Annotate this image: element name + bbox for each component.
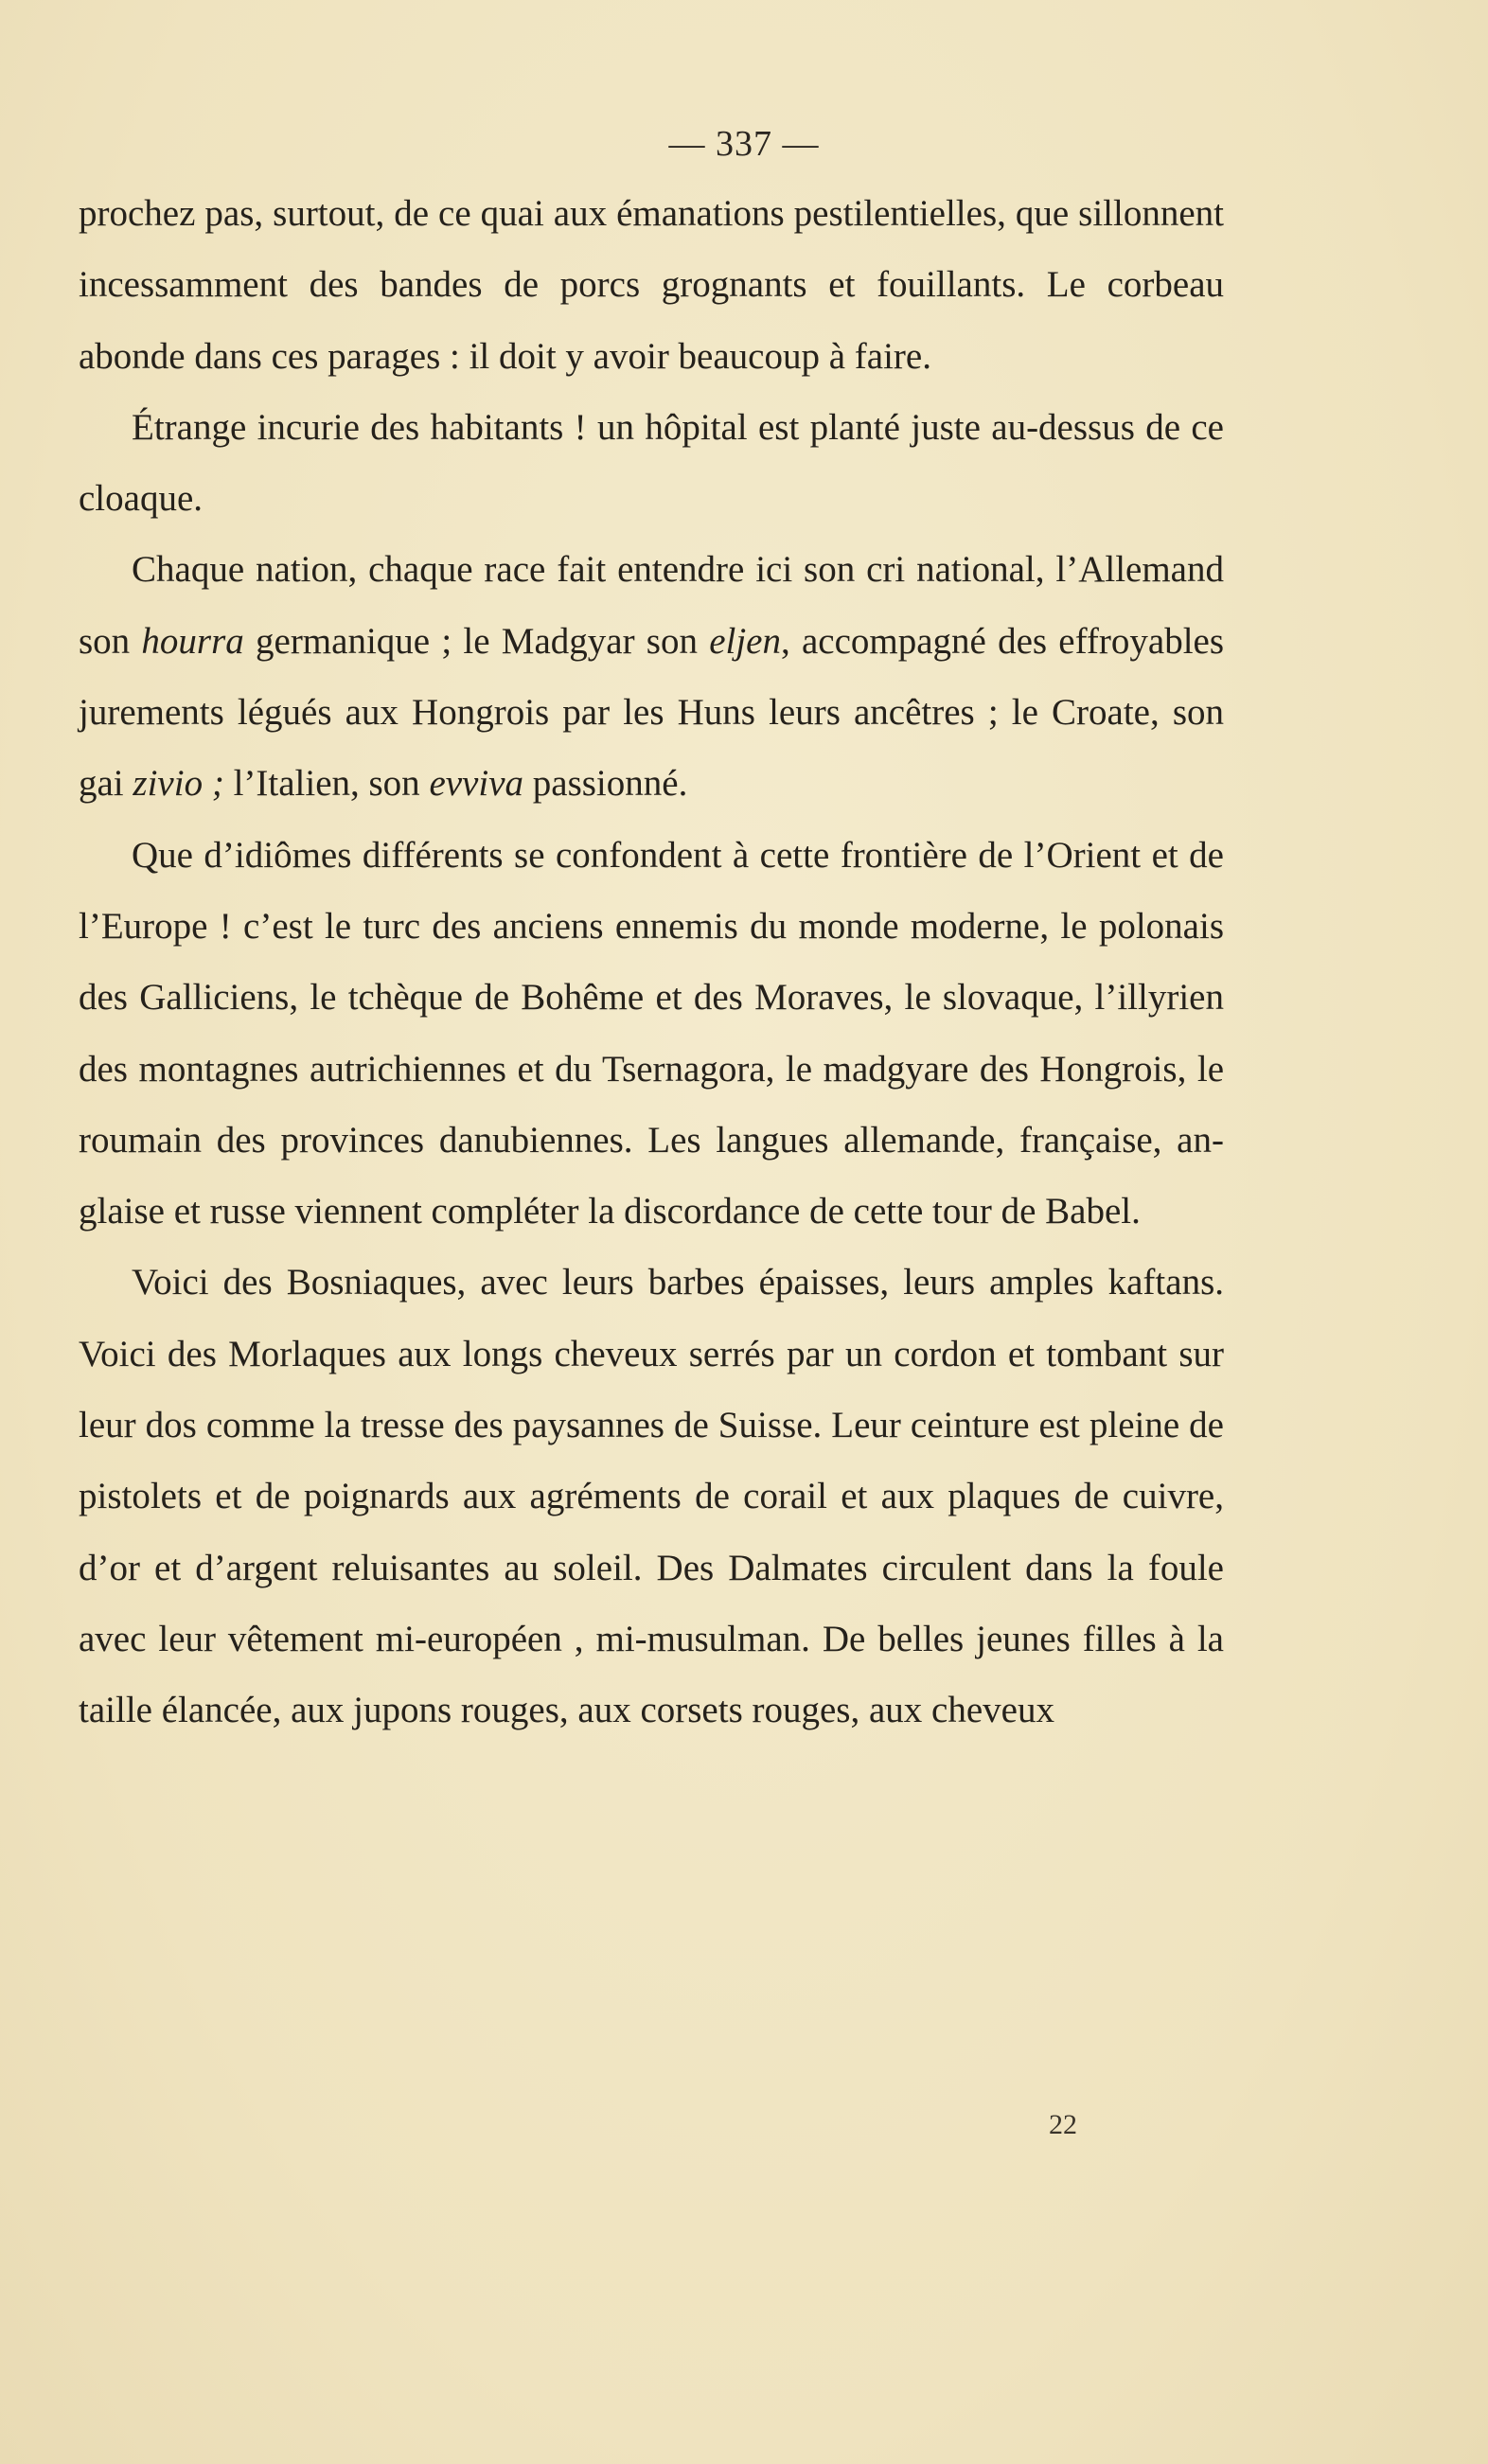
text-segment: , accompagné des effroyables jurements légués aux Hongrois par les Huns leurs ancêtres ; le Croate, son gai	[79, 620, 1225, 805]
body-text	[79, 178, 1224, 1746]
text-segment: l’Italien, son	[223, 763, 430, 805]
paragraph-4	[79, 820, 1224, 1248]
text-segment: germanique ; le Madgyar son	[243, 620, 710, 662]
italic-word-eljen: eljen	[709, 620, 781, 662]
paragraph-1	[79, 178, 1224, 392]
text-segment: passionné.	[523, 763, 688, 805]
signature-mark: 22	[1049, 2109, 1077, 2140]
paragraph-2	[79, 392, 1224, 535]
text-segment: Étrange incurie des habitants ! un hôpital est planté juste au-dessus de ce cloaque.	[79, 406, 1224, 520]
paragraph-3	[79, 534, 1224, 819]
text-segment: Chaque nation, chaque race fait entendre ici son cri national, l’Allemand son	[79, 549, 1224, 662]
paragraph-5	[79, 1247, 1224, 1746]
page-number: — 337 —	[668, 124, 820, 164]
text-segment: Que d’idiômes différents se confondent à cette frontière de l’Orient et de l’Europe ! c’est le turc des anciens ennemis du monde moderne, le polonais des Galliciens, le tchèque de Bohême et des Moraves, le slovaque, l’illyrien des montagnes autrichiennes et du Tsernagora, le madgyare des Hongrois, le roumain des provinces danubiennes. Les langues allemande, française, anglaise et russe viennent compléter la discordance de cette tour de Babel.	[79, 834, 1224, 1232]
text-segment: prochez pas, surtout, de ce quai aux émanations pestilentielles, que sillonnent incessamment des bandes de porcs grognants et fouillants. Le corbeau abonde dans ces parages : il doit y avoir beaucoup à faire.	[79, 193, 1224, 377]
italic-word-zivio: zivio ;	[133, 763, 224, 805]
italic-word-evviva: evviva	[429, 763, 524, 805]
italic-word-hourra: hourra	[141, 620, 244, 662]
text-segment: Voici des Bosniaques, avec leurs barbes épaisses, leurs amples kaftans. Voici des Morlaques aux longs cheveux serrés par un cordon et tombant sur leur dos comme la tresse des paysannes de Suisse. Leur ceinture est pleine de pistolets et de poignards aux agréments de corail et aux plaques de cuivre, d’or et d’argent reluisantes au soleil. Des Dalmates circulent dans la foule avec leur vêtement mi-européen , mi-musulman. De belles jeunes filles à la taille élancée, aux jupons rouges, aux corsets rouges, aux cheveux	[79, 1262, 1224, 1731]
